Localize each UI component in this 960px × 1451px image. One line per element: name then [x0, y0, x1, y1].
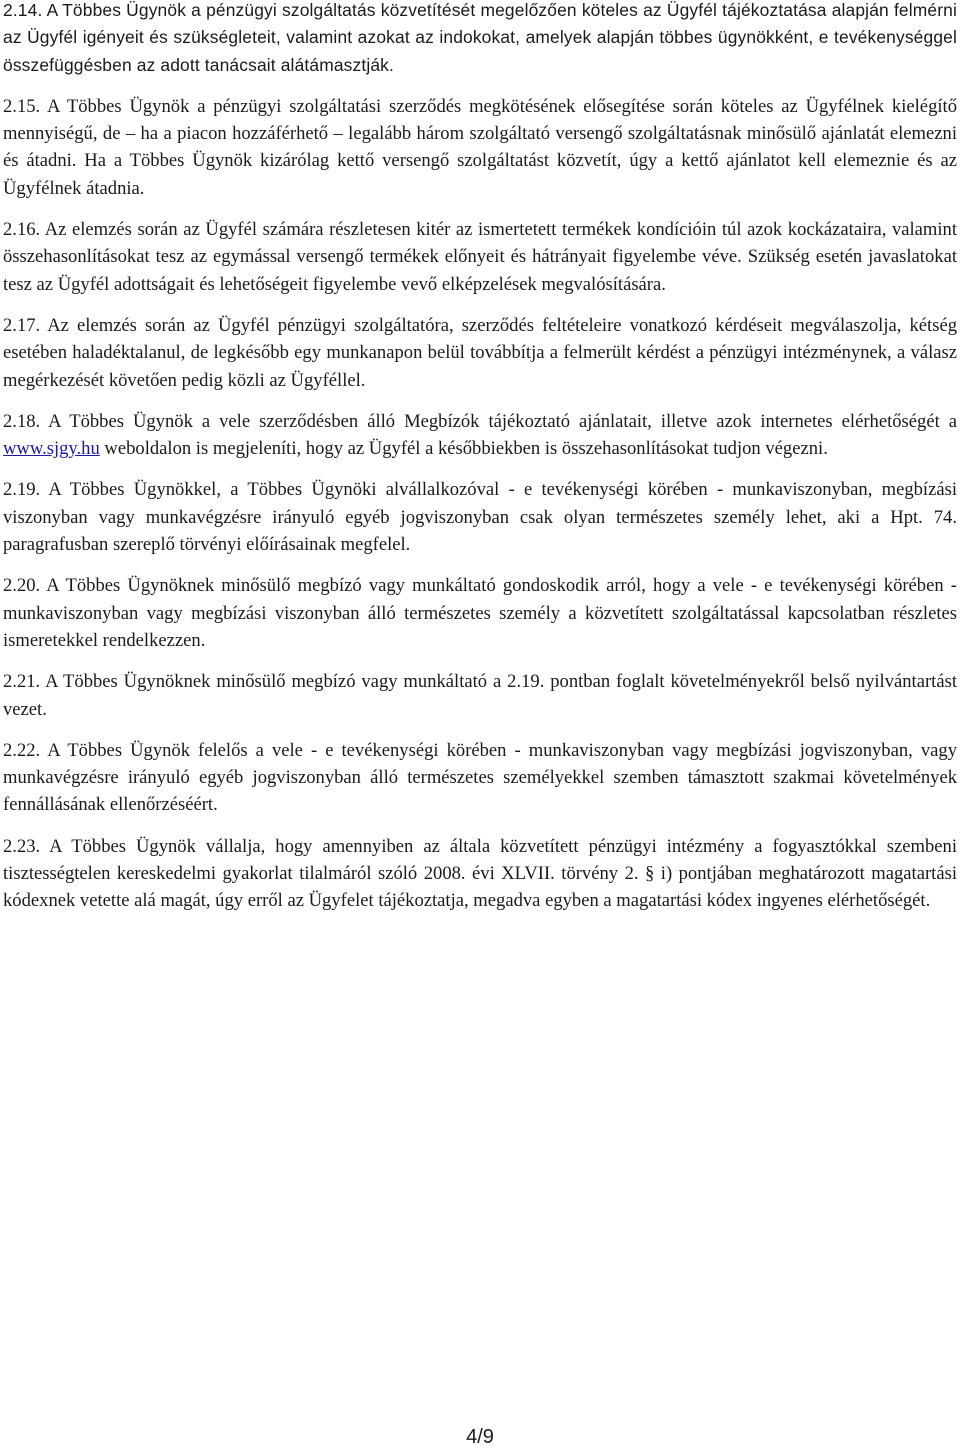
paragraph-2-22: 2.22. A Többes Ügynök felelős a vele - e tevékenységi körében - munkaviszonyban vagy megbízási jogviszonyban, vagy munkavégzésre irányuló egyéb jogviszonyban álló természetes személyekkel szemben támasztott szakmai követelmények fennállásának ellenőrzéséért.: [3, 739, 957, 816]
paragraph-2-21: 2.21. A Többes Ügynöknek minősülő megbízó vagy munkáltató a 2.19. pontban foglalt követelményekről belső nyilvántartást vezet.: [3, 671, 957, 720]
page-number: 4/9: [466, 1426, 494, 1448]
paragraph-2-23: 2.23. A Többes Ügynök vállalja, hogy amennyiben az általa közvetített pénzügyi intézmény a fogyasztókkal szembeni tisztességtelen kereskedelmi gyakorlat tilalmáról szóló 2008. évi XLVII. törvény 2. § i) pontjában meghatározott magatartási kódexnek vetette alá magát, úgy erről az Ügyfelet tájékoztatja, megadva egyben a magatartási kódex ingyenes elérhetőségét.: [3, 835, 957, 912]
paragraph-2-16: 2.16. Az elemzés során az Ügyfél számára részletesen kitér az ismertetett termékek kondícióin túl azok kockázataira, valamint összehasonlításokat tesz az egymással versengő termékek előnyeit és hátrányait figyelembe véve. Szükség esetén javaslatokat tesz az Ügyfél adottságait és lehetőségeit figyelembe vevő elképzelések megvalósítására.: [3, 219, 957, 295]
paragraph-2-20: 2.20. A Többes Ügynöknek minősülő megbízó vagy munkáltató gondoskodik arról, hogy a vele - e tevékenységi körében - munkaviszonyban vagy megbízási viszonyban álló természetes személy a közvetített szolgáltatással kapcsolatban részletes ismeretekkel rendelkezzen.: [3, 575, 957, 651]
paragraph-2-18-text-after: weboldalon is megjeleníti, hogy az Ügyfél a későbbiekben is összehasonlításokat tudjon végezni.: [99, 438, 828, 460]
paragraph-2-17: 2.17. Az elemzés során az Ügyfél pénzügyi szolgáltatóra, szerződés feltételeire vonatkozó kérdéseit megválaszolja, kétség esetében haladéktalanul, de legkésőbb egy munkanapon belül továbbítja a felmerült kérdést a pénzügyi intézménynek, a válasz megérkezését követően pedig közli az Ügyféllel.: [3, 314, 957, 391]
website-link[interactable]: www.sjgy.hu: [3, 438, 100, 460]
document-body: [3, 0, 957, 929]
paragraph-2-18: [3, 408, 957, 463]
paragraph-2-19: 2.19. A Többes Ügynökkel, a Többes Ügynöki alvállalkozóval - e tevékenységi körében - munkaviszonyban, megbízási viszonyban vagy munkavégzésre irányuló egyéb jogviszonyban csak olyan természetes személy lehet, aki a Hpt. 74. paragrafusban szereplő törvényi előírásainak megfelel.: [3, 479, 957, 556]
paragraph-2-18-text-before: 2.18. A Többes Ügynök a vele szerződésben álló Megbízók tájékoztató ajánlatait, illetve azok internetes elérhetőségét a: [3, 410, 957, 432]
paragraph-2-14: 2.14. A Többes Ügynök a pénzügyi szolgáltatás közvetítését megelőzően köteles az Ügyfél tájékoztatása alapján felmérni az Ügyfél igényeit és szükségleteit, valamint azokat az indokokat, amelyek alapján többes ügynökként, e tevékenységgel összefüggésben az adott tanácsait alátámasztják.: [3, 0, 957, 75]
paragraph-2-15: 2.15. A Többes Ügynök a pénzügyi szolgáltatási szerződés megkötésének elősegítése során köteles az Ügyfélnek kielégítő mennyiségű, de – ha a piacon hozzáférhető – legalább három szolgáltató versengő szolgáltatásnak minősülő ajánlatát elemezni és átadni. Ha a Többes Ügynök kizárólag kettő versengő szolgáltatást közvetít, úgy a kettő ajánlatot kell elemeznie és az Ügyfélnek átadnia.: [3, 95, 957, 199]
